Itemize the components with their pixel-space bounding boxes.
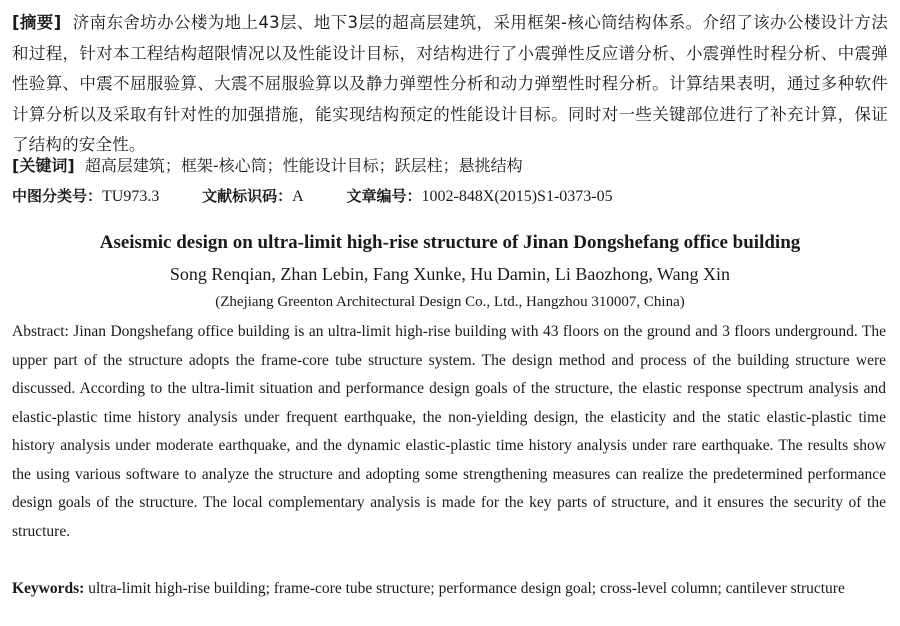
english-keywords-text: ultra-limit high-rise building; frame-core tube structure; performance design goal; cross-level column; cantilever structure	[88, 580, 845, 597]
chinese-abstract	[12, 8, 888, 161]
document-code-value: A	[292, 188, 304, 205]
english-authors: Song Renqian, Zhan Lebin, Fang Xunke, Hu Damin, Li Baozhong, Wang Xin	[169, 264, 731, 284]
document-code	[202, 182, 304, 211]
classification-line	[12, 182, 888, 211]
document-code-label: 文献标识码：	[202, 187, 293, 205]
clc-number	[12, 182, 159, 211]
english-keywords	[12, 575, 886, 603]
clc-label: 中图分类号：	[12, 187, 103, 205]
chinese-keywords	[12, 152, 888, 180]
chinese-abstract-text: 济南东舍坊办公楼为地上43层、地下3层的超高层建筑，采用框架-核心筒结构体系。介绍了该办公楼设计方法和过程，针对本工程结构超限情况以及性能设计目标，对结构进行了小震弹性反应谱分析、小震弹性时程分析、中震弹性验算、中震不屈服验算、大震不屈服验算以及静力弹塑性分析和动力弹塑性时程分析。计算结果表明，通过多种软件计算分析以及采取有针对性的加强措施，能实现结构预定的性能设计目标。同时对一些关键部位进行了补充计算，保证了结构的安全性。	[12, 13, 888, 154]
chinese-keywords-text: 超高层建筑；框架-核心筒；性能设计目标；跃层柱；悬挑结构	[84, 156, 523, 175]
english-abstract-text: Jinan Dongshefang office building is an ultra-limit high-rise building with 43 floors on the ground and 3 floors underground. The upper part of the structure adopts the frame-core tube structure system. The design method and process of the building structure were discussed. According to the ultra-limit situation and performance design goals of the structure, the elastic response spectrum analysis and elastic-plastic time history analysis under frequent earthquake, the non-yielding design, the elasticity and the static elastic-plastic time history analysis under moderate earthquake, and the dynamic elastic-plastic time history analysis under rare earthquake. The results show the using various software to analyze the structure and adopting some strengthening measures can realize the predetermined performance design goals of the structure. The local complementary analysis is made for the key parts of structure, and it ensures the security of the structure.	[12, 323, 887, 540]
article-number-label: 文章编号：	[346, 187, 422, 205]
clc-value: TU973.3	[102, 188, 160, 205]
article-number	[346, 182, 612, 211]
english-keywords-label: Keywords:	[12, 580, 85, 597]
english-affiliation: (Zhejiang Greenton Architectural Design Co., Ltd., Hangzhou 310007, China)	[215, 294, 685, 310]
english-abstract-label: Abstract:	[12, 323, 69, 340]
english-title: Aseismic design on ultra-limit high-rise structure of Jinan Dongshefang office building	[99, 232, 801, 253]
chinese-abstract-label: [摘要]	[12, 13, 62, 32]
chinese-keywords-label: [关键词]	[12, 156, 75, 175]
article-number-value: 1002-848X(2015)S1-0373-05	[421, 188, 613, 205]
english-abstract	[12, 318, 886, 546]
